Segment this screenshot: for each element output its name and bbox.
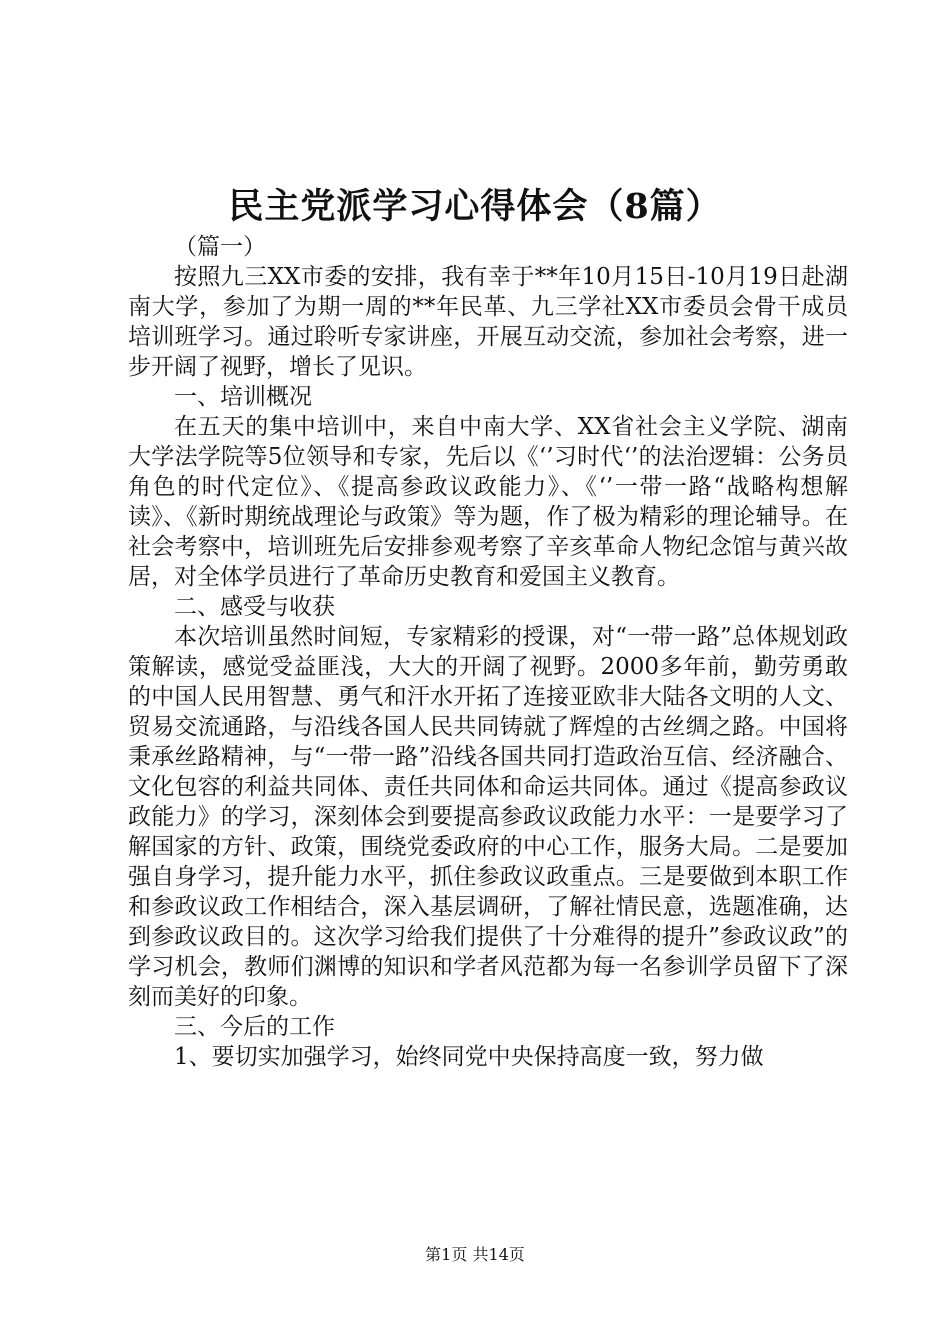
paragraph-intro: 按照九三XX市委的安排，我有幸于**年10月15日-10月19日赴湖南大学，参加了为期一周的**年民革、九三学社XX市委员会骨干成员培训班学习。通过聆听专家讲座，开展互动交流，参加社会考察，进一步开阔了视野，增长了见识。 [128, 264, 848, 380]
page-footer: 第1页 共14页 [425, 1245, 525, 1264]
heading-training-overview: 一、培训概况 [174, 384, 312, 410]
section-label-part-one: （篇一） [174, 234, 266, 260]
heading-future-work: 三、今后的工作 [174, 1014, 335, 1040]
paragraph-feelings-gains: 本次培训虽然时间短，专家精彩的授课，对“一带一路”总体规划政策解读，感觉受益匪浅，大大的开阔了视野。2000多年前，勤劳勇敢的中国人民用智慧、勇气和汗水开拓了连接亚欧非大陆各文明的人文、贸易交流通路，与沿线各国人民共同铸就了辉煌的古丝绸之路。中国将秉承丝路精神，与“一带一路”沿线各国共同打造政治互信、经济融合、文化包容的利益共同体、责任共同体和命运共同体。通过《提高参政议政能力》的学习，深刻体会到要提高参政议政能力水平：一是要学习了解国家的方针、政策，围绕党委政府的中心工作，服务大局。二是要加强自身学习，提升能力水平，抓住参政议政重点。三是要做到本职工作和参政议政工作相结合，深入基层调研，了解社情民意，选题准确，达到参政议政目的。这次学习给我们提供了十分难得的提升”参政议政”的学习机会，教师们渊博的知识和学者风范都为每一名参训学员留下了深刻而美好的印象。 [128, 624, 848, 1010]
paragraph-training-overview: 在五天的集中培训中，来自中南大学、XX省社会主义学院、湖南大学法学院等5位领导和专家，先后以《‘’习时代‘’的法治逻辑：公务员角色的时代定位》、《提高参政议政能力》、《‘’一带一路“战略构想解读》、《新时期统战理论与政策》等为题，作了极为精彩的理论辅导。在社会考察中，培训班先后安排参观考察了辛亥革命人物纪念馆与黄兴故居，对全体学员进行了革命历史教育和爱国主义教育。 [128, 414, 848, 590]
document-body [128, 232, 848, 1072]
heading-feelings-gains: 二、感受与收获 [174, 594, 335, 620]
paragraph-future-work-item-1: 1、要切实加强学习，始终同党中央保持高度一致，努力做 [174, 1044, 764, 1070]
document-title: 民主党派学习心得体会（8篇） [228, 186, 722, 227]
